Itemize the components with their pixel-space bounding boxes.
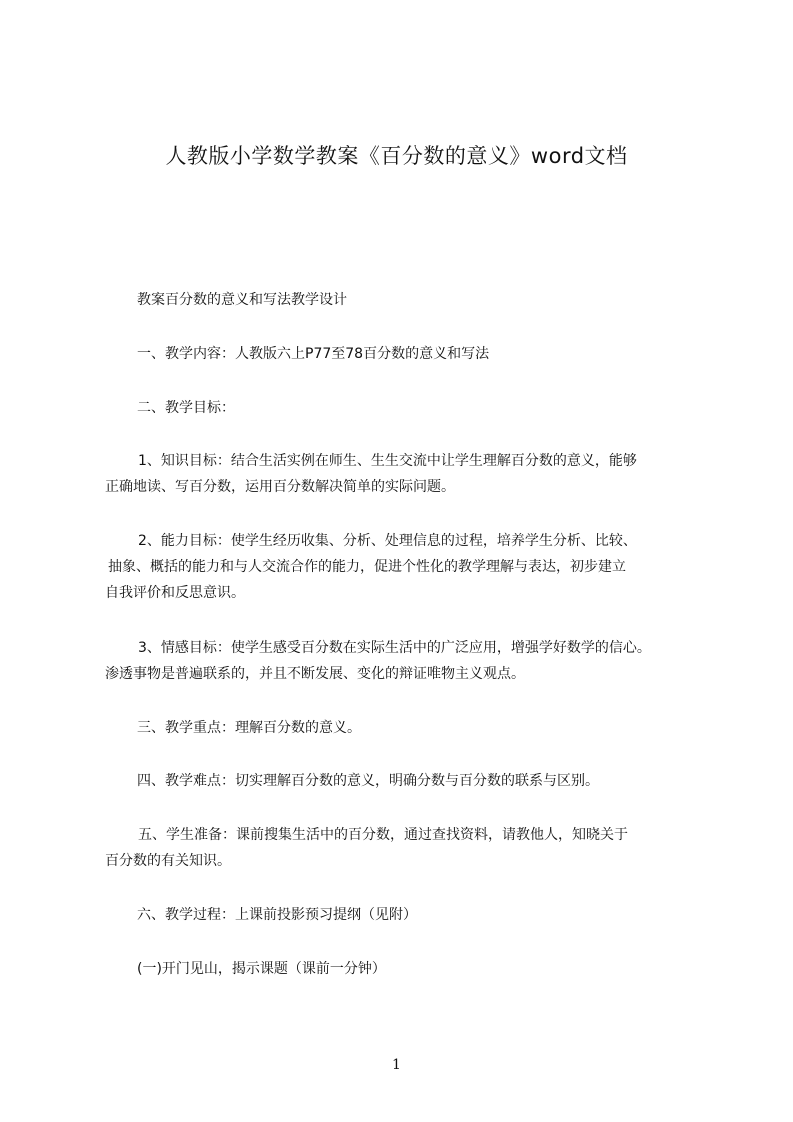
paragraph-teaching-content	[137, 341, 489, 367]
paragraph-student-preparation	[105, 822, 628, 874]
paragraph-teaching-difficulty	[137, 768, 599, 794]
paragraph-line: 自我评价和反思意识。	[105, 585, 245, 601]
paragraph-line: 三、教学重点：理解百分数的意义。	[137, 720, 361, 736]
paragraph-line: 四、教学难点：切实理解百分数的意义，明确分数与百分数的联系与区别。	[137, 773, 599, 789]
page-number: 1	[392, 1057, 401, 1073]
paragraph-section-one	[137, 956, 386, 982]
paragraph-line: 3、情感目标：使学生感受百分数在实际生活中的广泛应用，增强学好数学的信心。	[138, 640, 651, 656]
paragraph-line: 六、教学过程：上课前投影预习提纲（见附）	[137, 907, 417, 923]
paragraph-line: 一、教学内容：人教版六上P77至78百分数的意义和写法	[137, 346, 490, 362]
paragraph-subtitle	[137, 287, 347, 313]
paragraph-line: 教案百分数的意义和写法教学设计	[137, 292, 347, 308]
paragraph-teaching-goals	[137, 395, 235, 421]
paragraph-line: 2、能力目标：使学生经历收集、分析、处理信息的过程，培养学生分析、比较、	[138, 533, 637, 549]
paragraph-line: 正确地读、写百分数，运用百分数解决简单的实际问题。	[105, 479, 455, 495]
paragraph-line: 渗透事物是普遍联系的，并且不断发展、变化的辩证唯物主义观点。	[105, 666, 525, 682]
paragraph-line: (一)开门见山，揭示课题（课前一分钟）	[137, 961, 386, 977]
paragraph-ability-goal	[105, 528, 637, 606]
paragraph-line: 1、知识目标：结合生活实例在师生、生生交流中让学生理解百分数的意义，能够	[138, 453, 637, 469]
paragraph-teaching-focus	[137, 715, 361, 741]
paragraph-knowledge-goal	[105, 448, 637, 500]
paragraph-emotion-goal	[105, 635, 651, 687]
paragraph-line: 抽象、概括的能力和与人交流合作的能力，促进个性化的教学理解与表达，初步建立	[108, 559, 626, 575]
document-title: 人教版小学数学教案《百分数的意义》word文档	[165, 144, 628, 168]
paragraph-line: 二、教学目标：	[137, 400, 235, 416]
paragraph-line: 五、学生准备：课前搜集生活中的百分数，通过查找资料，请教他人，知晓关于	[138, 827, 628, 843]
paragraph-line: 百分数的有关知识。	[105, 853, 231, 869]
paragraph-teaching-process	[137, 902, 417, 928]
